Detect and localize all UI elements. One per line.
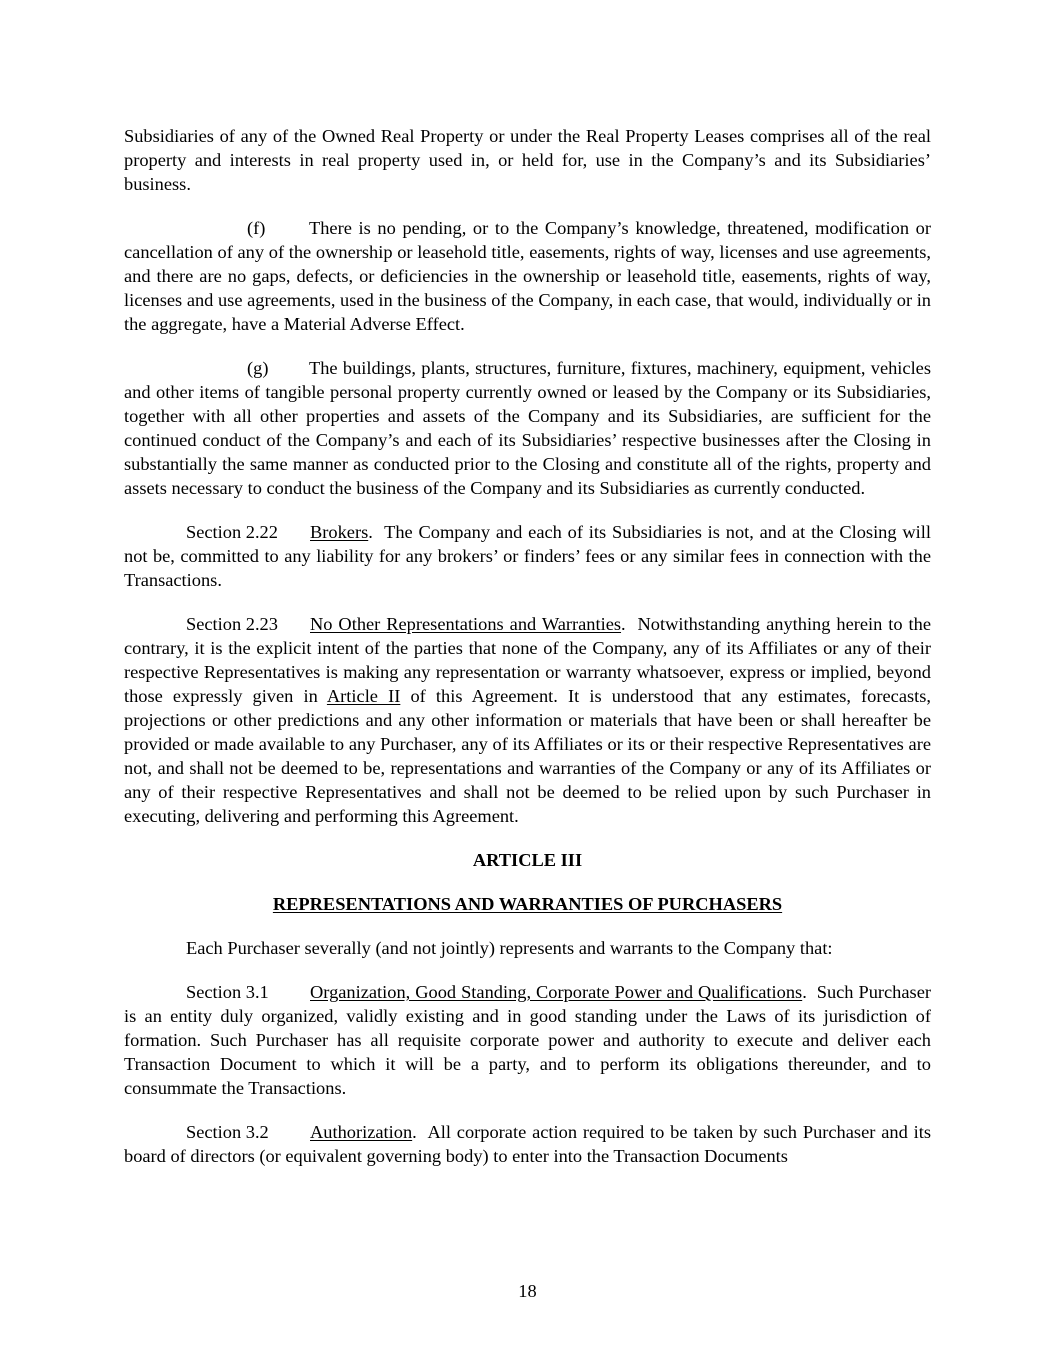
section-3-2-heading: Authorization — [310, 1122, 413, 1142]
section-3-2-text: All corporate action required to be taken by such Purchaser and its board of directors (or equivalent governing body) to enter into the Transaction Documents — [124, 1122, 931, 1166]
section-2-23-heading: No Other Representations and Warranties — [310, 614, 622, 634]
section-3-2-number: Section 3.2 — [186, 1122, 269, 1142]
section-3-2: Section 3.2 Authorization. All corporate action required to be taken by such Purchaser and its board of directors (or equivalent governing body) to enter into the Transaction Documents — [124, 1122, 931, 1166]
article-subtitle: REPRESENTATIONS AND WARRANTIES OF PURCHASERS — [272, 894, 783, 914]
paragraph-f-text: There is no pending, or to the Company’s knowledge, threatened, modification or cancellation of any of the ownership or leasehold title, easements, rights of way, licenses and use agreements, and there are no gaps, defects, or deficiencies in the ownership or leasehold title, easements, rights of way, licenses and use agreements, used in the business of the Company, in each case, that would, individually or in the aggregate, have a Material Adverse Effect. — [124, 218, 931, 334]
paragraph-g — [124, 356, 931, 500]
section-2-23-text-after: of this Agreement. It is understood that any estimates, forecasts, projections or other predictions and any other information or materials that have been or shall hereafter be provided or made available to any Purchaser, any of its Affiliates or its or their respective Representatives are not, and shall not be deemed to be, representations and warranties of the Company or any of its Affiliates or any of their respective Representatives and shall not be deemed to be relied upon by such Purchaser in executing, delivering and performing this Agreement. — [124, 686, 932, 826]
article-title: ARTICLE III — [472, 850, 583, 870]
document-page — [124, 124, 931, 1168]
section-2-22-heading: Brokers — [310, 522, 369, 542]
section-3-1-text: Such Purchaser is an entity duly organized, validly existing and in good standing under the Laws of its jurisdiction of formation. Such Purchaser has all requisite corporate power and authority to execute and deliver each Transaction Document to which it will be a party, and to perform its obligations thereunder, and to consummate the Transactions. — [124, 982, 931, 1098]
paragraph-f-label: (f) — [247, 218, 266, 238]
page-number: 18 — [518, 1281, 537, 1301]
section-2-23: Section 2.23 No Other Representations and Warranties. Notwithstanding anything herein to the contrary, it is the explicit intent of the parties that none of the Company, any of its Affiliates or any of their respective Representatives is making any representation or warranty whatsoever, express or implied, beyond those expressly given in Article II of this Agreement. It is understood that any estimates, forecasts, projections or other predictions and any other information or materials that have been or shall hereafter be provided or made available to any Purchaser, any of its Affiliates or its or their respective Representatives are not, and shall not be deemed to be, representations and warranties of the Company or any of its Affiliates or any of their respective Representatives and shall not be deemed to be relied upon by such Purchaser in executing, delivering and performing this Agreement. — [124, 614, 932, 826]
section-2-22: Section 2.22 Brokers. The Company and each of its Subsidiaries is not, and at the Closing will not be, committed to any liability for any brokers’ or finders’ fees or any similar fees in connection with the Transactions. — [124, 522, 931, 590]
paragraph-g-text: The buildings, plants, structures, furniture, fixtures, machinery, equipment, vehicles and other items of tangible personal property currently owned or leased by the Company or its Subsidiaries, together with all other properties and assets of the Company and its Subsidiaries, are sufficient for the continued conduct of the Company’s and each of its Subsidiaries’ respective businesses after the Closing in substantially the same manner as conducted prior to the Closing and constitute all of the rights, property and assets necessary to conduct the business of the Company and its Subsidiaries as currently conducted. — [124, 358, 931, 498]
paragraph-f — [124, 216, 931, 336]
article-ii-reference: Article II — [326, 686, 401, 706]
section-2-22-text: The Company and each of its Subsidiaries is not, and at the Closing will not be, committed to any liability for any brokers’ or finders’ fees or any similar fees in connection with the Transactions. — [124, 522, 931, 590]
paragraph-g-label: (g) — [247, 358, 269, 378]
section-3-1-heading: Organization, Good Standing, Corporate Power and Qualifications — [310, 982, 803, 1002]
section-3-1: Section 3.1 Organization, Good Standing, Corporate Power and Qualifications. Such Purchaser is an entity duly organized, validly existing and in good standing under the Laws of its jurisdiction of formation. Such Purchaser has all requisite corporate power and authority to execute and deliver each Transaction Document to which it will be a party, and to perform its obligations thereunder, and to consummate the Transactions. — [124, 982, 931, 1098]
paragraph-e-continued: Subsidiaries of any of the Owned Real Property or under the Real Property Leases comprises all of the real property and interests in real property used in, or held for, use in the Company’s and its Subsidiaries’ business. — [124, 126, 931, 194]
section-2-22-number: Section 2.22 — [186, 522, 278, 542]
article-intro: Each Purchaser severally (and not jointly) represents and warrants to the Company that: — [186, 938, 833, 958]
section-2-23-number: Section 2.23 — [186, 614, 278, 634]
section-2-23-text-before: Notwithstanding anything herein to the contrary, it is the explicit intent of the parties that none of the Company, any of its Affiliates or any of their respective Representatives is making any representation or warranty whatsoever, express or implied, beyond those expressly given in — [124, 614, 932, 706]
section-3-1-number: Section 3.1 — [186, 982, 269, 1002]
